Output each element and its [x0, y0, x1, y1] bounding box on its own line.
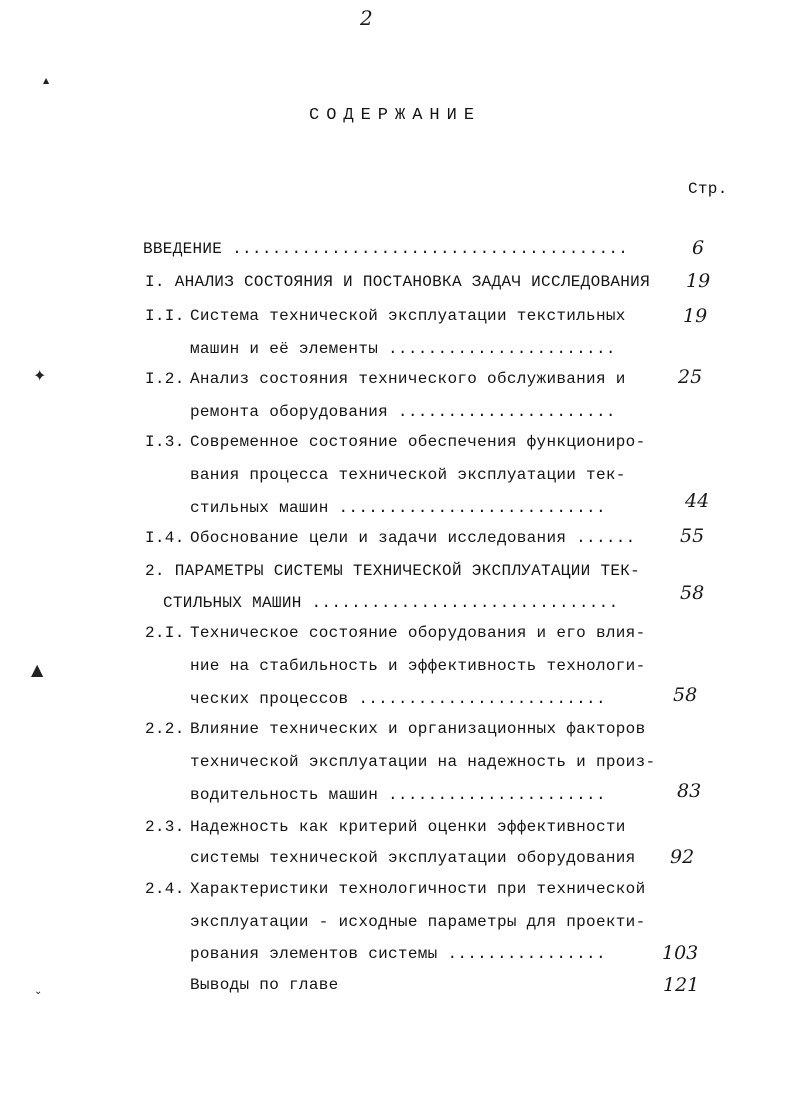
toc-entry-page: 58	[680, 582, 705, 604]
toc-entry-page: 103	[662, 942, 699, 964]
toc-entry-text: ческих процессов .........................	[190, 690, 606, 708]
toc-entry-text: ремонта оборудования ......................	[190, 403, 616, 421]
toc-entry-page: 19	[686, 270, 711, 292]
toc-entry-text: Выводы по главе	[190, 976, 339, 994]
toc-entry-page: 92	[670, 846, 695, 868]
toc-entry-text: Анализ состояния технического обслуживания и	[190, 370, 626, 388]
margin-mark: ⌄	[34, 986, 43, 997]
toc-entry-text: системы технической эксплуатации оборудования	[190, 849, 636, 867]
page-number: 2	[360, 6, 373, 30]
toc-section-number: 2.2.	[145, 720, 185, 738]
toc-entry-text: рования элементов системы ................	[190, 945, 606, 963]
toc-entry-text: Влияние технических и организационных факторов	[190, 720, 646, 738]
toc-section-number: I.2.	[145, 370, 185, 388]
toc-entry-text: СТИЛЬНЫХ МАШИН ...............................	[163, 594, 619, 612]
toc-section-number: I.I.	[145, 307, 185, 325]
toc-entry-text: 2. ПАРАМЕТРЫ СИСТЕМЫ ТЕХНИЧЕСКОЙ ЭКСПЛУАТАЦИИ ТЕК-	[145, 562, 641, 580]
toc-entry-text: технической эксплуатации на надежность и произ-	[190, 753, 656, 771]
toc-entry-text: эксплуатации - исходные параметры для проекти-	[190, 913, 646, 931]
toc-entry-text: I. АНАЛИЗ СОСТОЯНИЯ И ПОСТАНОВКА ЗАДАЧ ИССЛЕДОВАНИЯ	[145, 273, 650, 291]
toc-title: СОДЕРЖАНИЕ	[309, 106, 482, 125]
toc-entry-page: 55	[680, 525, 705, 547]
toc-section-number: 2.4.	[145, 880, 185, 898]
toc-entry-page: 58	[673, 684, 698, 706]
toc-section-number: I.3.	[145, 433, 185, 451]
toc-entry-page: 19	[683, 305, 708, 327]
toc-entry-text: Техническое состояние оборудования и его влия-	[190, 624, 646, 642]
toc-entry-text: ние на стабильность и эффективность технологи-	[190, 657, 646, 675]
toc-entry-text: Надежность как критерий оценки эффективности	[190, 818, 626, 836]
toc-entry-text: машин и её элементы .......................	[190, 340, 616, 358]
toc-entry-page: 6	[692, 237, 705, 259]
toc-entry-text: водительность машин ......................	[190, 786, 606, 804]
toc-entry-text: ВВЕДЕНИЕ ........................................	[143, 240, 629, 258]
page-column-label: Стр.	[688, 180, 728, 198]
toc-section-number: I.4.	[145, 529, 185, 547]
margin-mark: ▲	[43, 76, 50, 85]
toc-entry-text: Обоснование цели и задачи исследования ......	[190, 529, 636, 547]
toc-entry-page: 83	[677, 780, 702, 802]
toc-entry-text: Характеристики технологичности при технической	[190, 880, 646, 898]
toc-section-number: 2.3.	[145, 818, 185, 836]
toc-entry-page: 44	[685, 490, 710, 512]
toc-entry-text: Современное состояние обеспечения функциониро-	[190, 433, 646, 451]
toc-entry-text: Система технической эксплуатации текстильных	[190, 307, 626, 325]
toc-entry-page: 25	[678, 366, 703, 388]
toc-entry-page: 121	[663, 974, 700, 996]
toc-entry-text: стильных машин ...........................	[190, 499, 606, 517]
margin-mark: ✦	[33, 366, 47, 385]
margin-mark: ▲	[31, 660, 44, 679]
toc-entry-text: вания процесса технической эксплуатации тек-	[190, 466, 626, 484]
toc-section-number: 2.I.	[145, 624, 185, 642]
